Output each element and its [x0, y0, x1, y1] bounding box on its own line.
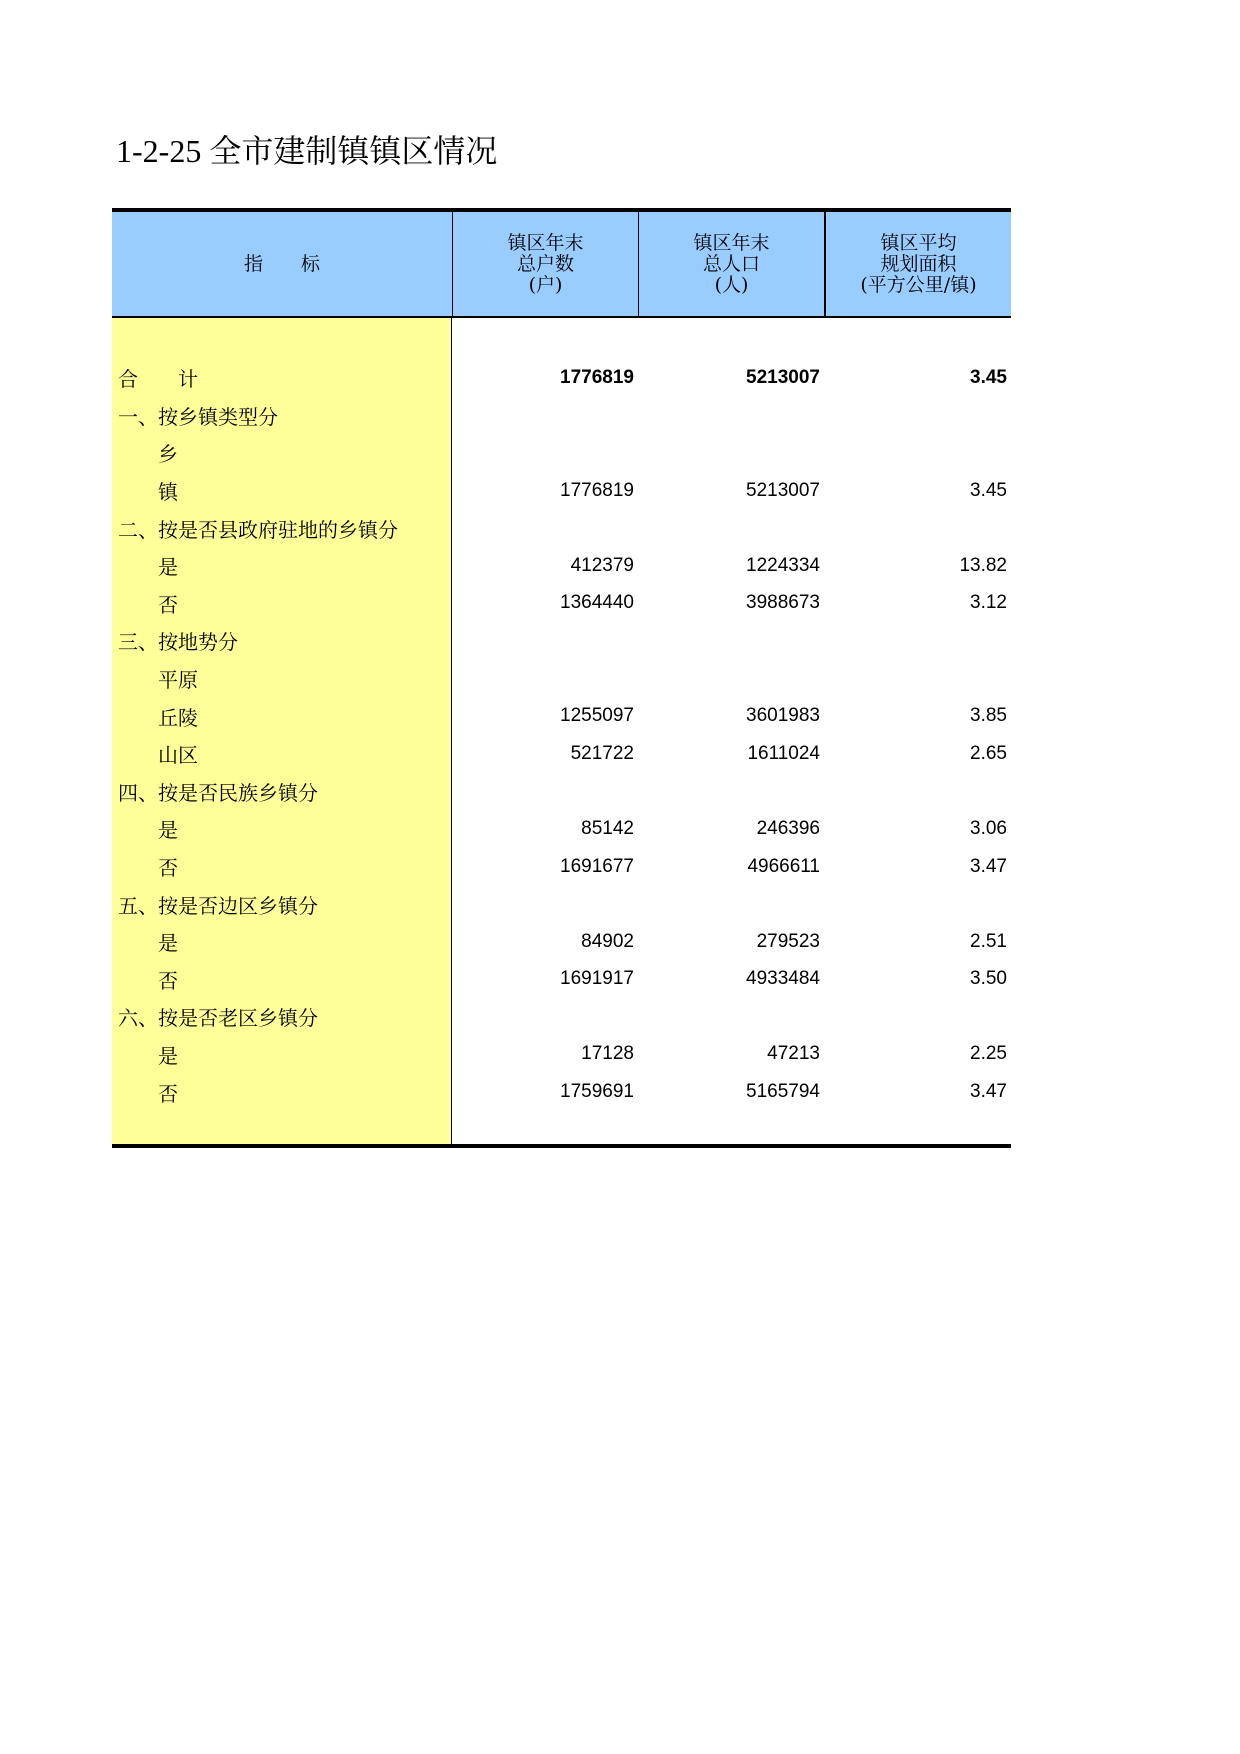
- cell-population: 5213007: [746, 479, 820, 501]
- table-row: [112, 660, 1011, 698]
- header-households: [452, 212, 638, 316]
- cell-area: 2.25: [970, 1043, 1007, 1065]
- row-label: 平原: [158, 668, 198, 693]
- cell-population: 47213: [767, 1043, 820, 1065]
- table-row: [112, 923, 1011, 961]
- cell-households: 521722: [570, 742, 634, 764]
- cell-area: 3.45: [970, 479, 1007, 501]
- cell-population: 3988673: [746, 592, 820, 614]
- cell-households: 84902: [581, 930, 634, 952]
- row-label: 否: [158, 856, 178, 881]
- table-row: [112, 1036, 1011, 1074]
- page-title: 1-2-25 全市建制镇镇区情况: [116, 133, 498, 169]
- cell-households: 85142: [581, 817, 634, 839]
- cell-area: 3.47: [970, 1081, 1007, 1103]
- cell-population: 1611024: [747, 742, 820, 764]
- cell-area: 2.51: [970, 930, 1007, 952]
- row-label: 五、按是否边区乡镇分: [118, 893, 318, 918]
- table-row: [112, 735, 1011, 773]
- row-label: 丘陵: [158, 705, 198, 730]
- table-rows: [112, 359, 1011, 1111]
- cell-households: 412379: [570, 554, 634, 576]
- row-label: 乡: [158, 442, 178, 467]
- row-label: 合 计: [118, 367, 198, 392]
- header-population-line1: 镇区年末: [693, 231, 770, 254]
- table-row-section: [112, 622, 1011, 660]
- row-label: 一、按乡镇类型分: [118, 404, 278, 429]
- cell-households: 1364440: [560, 592, 634, 614]
- table-row-section: [112, 509, 1011, 547]
- row-label: 否: [158, 1081, 178, 1106]
- table-row: [112, 434, 1011, 472]
- table-row: [112, 810, 1011, 848]
- cell-households: 1776819: [560, 479, 634, 501]
- header-population: [638, 212, 824, 316]
- header-population-line2: 总人口: [702, 252, 760, 275]
- row-label: 否: [158, 592, 178, 617]
- table-row: [112, 547, 1011, 585]
- row-label: 是: [158, 1043, 178, 1068]
- cell-population: 279523: [756, 930, 820, 952]
- table-body: [112, 318, 1011, 1148]
- table-row: [112, 1073, 1011, 1111]
- cell-area: 2.65: [970, 742, 1007, 764]
- cell-area: 3.12: [970, 592, 1007, 614]
- row-label: 是: [158, 555, 178, 580]
- cell-area: 3.85: [970, 705, 1007, 727]
- row-label: 山区: [158, 743, 198, 768]
- statistics-table: [112, 208, 1011, 1148]
- cell-households: 1255097: [560, 705, 634, 727]
- cell-households: 1691917: [560, 968, 634, 990]
- row-label: 二、按是否县政府驻地的乡镇分: [118, 517, 398, 542]
- row-label: 四、按是否民族乡镇分: [118, 780, 318, 805]
- table-row: [112, 848, 1011, 886]
- table-row: [112, 697, 1011, 735]
- header-indicator: [112, 212, 452, 316]
- cell-population: 4966611: [747, 855, 820, 877]
- cell-population: 246396: [756, 817, 820, 839]
- cell-households: 1691677: [560, 855, 634, 877]
- cell-population: 1224334: [746, 554, 820, 576]
- header-indicator-label: 指 标: [243, 252, 320, 275]
- table-row: [112, 585, 1011, 623]
- row-label: 六、按是否老区乡镇分: [118, 1006, 318, 1031]
- table-row-section: [112, 885, 1011, 923]
- header-area-line1: 镇区平均: [880, 231, 957, 254]
- header-households-line3: (户): [528, 273, 563, 296]
- cell-households: 1776819: [560, 366, 634, 388]
- table-row-section: [112, 773, 1011, 811]
- header-area: [824, 212, 1011, 316]
- cell-population: 5213007: [746, 366, 820, 388]
- row-label: 镇: [158, 480, 178, 505]
- row-label: 否: [158, 968, 178, 993]
- cell-population: 4933484: [746, 968, 820, 990]
- header-area-line3: (平方公里/镇): [860, 273, 977, 296]
- cell-households: 1759691: [560, 1081, 634, 1103]
- table-header: [112, 208, 1011, 318]
- header-households-line2: 总户数: [516, 252, 574, 275]
- table-row-total: [112, 359, 1011, 397]
- cell-area: 3.50: [970, 968, 1007, 990]
- table-row: [112, 961, 1011, 999]
- cell-population: 3601983: [746, 705, 820, 727]
- table-row-section: [112, 998, 1011, 1036]
- row-label: 三、按地势分: [118, 630, 238, 655]
- table-row: [112, 472, 1011, 510]
- cell-population: 5165794: [746, 1081, 820, 1103]
- cell-area: 3.06: [970, 817, 1007, 839]
- cell-area: 3.45: [970, 366, 1007, 388]
- header-population-line3: (人): [714, 273, 749, 296]
- header-area-line2: 规划面积: [880, 252, 957, 275]
- cell-area: 3.47: [970, 855, 1007, 877]
- row-label: 是: [158, 931, 178, 956]
- cell-households: 17128: [581, 1043, 634, 1065]
- header-households-line1: 镇区年末: [507, 231, 584, 254]
- table-row-section: [112, 397, 1011, 435]
- cell-area: 13.82: [959, 554, 1007, 576]
- row-label: 是: [158, 818, 178, 843]
